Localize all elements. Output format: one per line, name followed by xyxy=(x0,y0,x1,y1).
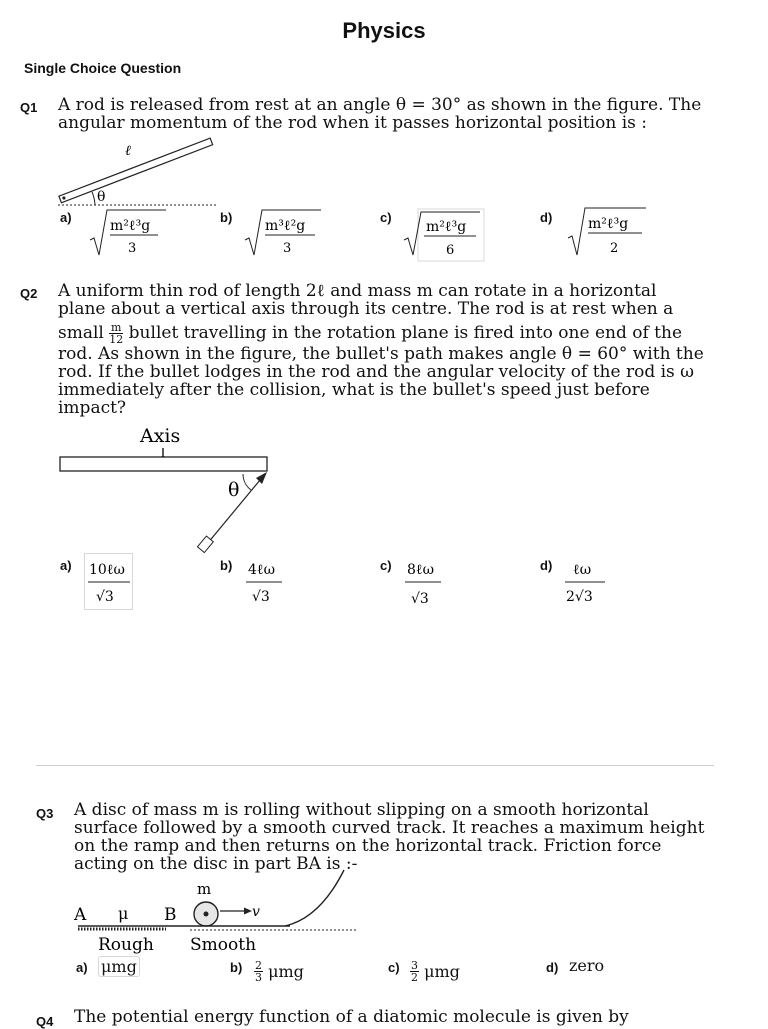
page-title: Physics xyxy=(342,18,426,43)
q3-point-b: B xyxy=(164,905,177,925)
svg-text:10ℓω: 10ℓω xyxy=(89,562,125,578)
svg-text:m³ℓ²g: m³ℓ²g xyxy=(265,218,306,234)
q3-curved-ramp xyxy=(285,870,344,926)
svg-text:8ℓω: 8ℓω xyxy=(407,562,435,578)
q2-angle-label: θ xyxy=(228,479,240,501)
question-number-2: Q2 xyxy=(20,286,38,301)
q3-option-a-label: a) xyxy=(76,960,88,975)
q3-option-a-value[interactable]: μmg xyxy=(98,956,140,977)
q1-angle-arc xyxy=(92,192,95,205)
q2-option-a-formula[interactable] xyxy=(84,553,134,611)
question-3-line: acting on the disc in part BA is :- xyxy=(74,854,358,874)
question-3-text xyxy=(74,801,704,873)
question-2-line: A uniform thin rod of length 2ℓ and mass m can rotate in a horizontal xyxy=(58,281,657,301)
question-4-text: The potential energy function of a diatomic molecule is given by xyxy=(74,1007,629,1027)
question-1-line: A rod is released from rest at an angle θ = 30° as shown in the figure. The xyxy=(58,95,702,115)
svg-text:6: 6 xyxy=(446,243,455,258)
q2-angle-arc xyxy=(243,474,251,490)
q2-option-b-label: b) xyxy=(220,558,233,573)
q3-option-c-value[interactable]: $\frac{3}{2}$ μmg xyxy=(411,959,460,984)
q2-rod-figure xyxy=(55,420,275,555)
section-heading: Single Choice Question xyxy=(24,60,182,76)
q1-rod xyxy=(59,138,213,203)
q1-option-d-label: d) xyxy=(540,210,553,225)
svg-text:√3: √3 xyxy=(411,591,429,607)
question-number-3: Q3 xyxy=(36,806,54,821)
q1-angle-label: θ xyxy=(97,189,106,205)
svg-text:√3: √3 xyxy=(96,589,114,605)
q3-option-c-label: c) xyxy=(388,960,400,975)
question-3-line: on the ramp and then returns on the horizontal track. Friction force xyxy=(74,836,662,856)
q1-option-b-label: b) xyxy=(220,210,233,225)
question-number-1: Q1 xyxy=(20,100,38,115)
svg-text:4ℓω: 4ℓω xyxy=(248,562,276,578)
question-1-text xyxy=(58,96,701,132)
q3-velocity-label: v xyxy=(252,904,260,920)
q1-option-c-label: c) xyxy=(380,210,392,225)
q3-mu-label: μ xyxy=(118,904,129,923)
svg-text:m²ℓ³g: m²ℓ³g xyxy=(588,216,629,232)
q1-option-a-label: a) xyxy=(60,210,72,225)
question-number-4: Q4 xyxy=(36,1014,54,1029)
svg-text:ℓω: ℓω xyxy=(573,562,592,578)
q2-axis-label: Axis xyxy=(140,425,181,447)
question-divider xyxy=(36,765,714,766)
q1-rod-figure xyxy=(55,135,225,213)
q1-option-c-formula[interactable] xyxy=(402,208,486,262)
svg-text:3: 3 xyxy=(128,241,137,256)
svg-text:√3: √3 xyxy=(252,589,270,605)
q1-option-a-formula[interactable] xyxy=(88,208,168,258)
q2-option-b-formula[interactable] xyxy=(246,553,286,611)
svg-text:2: 2 xyxy=(610,241,619,256)
q3-smooth-label: Smooth xyxy=(190,935,257,955)
q1-option-b-formula[interactable] xyxy=(243,208,323,258)
q3-point-a: A xyxy=(74,905,87,925)
question-2-line: impact? xyxy=(58,398,127,418)
q1-option-d-formula[interactable] xyxy=(566,206,648,260)
question-2-line: plane about a vertical axis through its centre. The rod is at rest when a xyxy=(58,299,674,319)
q2-option-a-label: a) xyxy=(60,558,72,573)
svg-text:m²ℓ³g: m²ℓ³g xyxy=(426,219,467,235)
q2-option-c-label: c) xyxy=(380,558,392,573)
question-1-line: angular momentum of the rod when it passes horizontal position is : xyxy=(58,113,647,133)
question-2-line: rod. If the bullet lodges in the rod and the angular velocity of the rod is ω xyxy=(58,362,695,382)
svg-text:2√3: 2√3 xyxy=(566,589,593,605)
q3-track-figure xyxy=(70,868,360,960)
q2-option-d-formula[interactable] xyxy=(563,553,609,611)
q3-option-d-value[interactable]: zero xyxy=(569,956,605,975)
q3-option-b-value[interactable]: $\frac{2}{3}$ μmg xyxy=(255,959,304,984)
question-3-line: surface followed by a smooth curved track. It reaches a maximum height xyxy=(74,818,705,838)
question-2-text xyxy=(58,282,704,417)
q1-length-label: ℓ xyxy=(125,143,131,159)
q3-option-d-label: d) xyxy=(546,960,559,975)
svg-text:m²ℓ³g: m²ℓ³g xyxy=(110,218,151,234)
question-2-line: immediately after the collision, what is the bullet's speed just before xyxy=(58,380,650,400)
q2-option-c-formula[interactable] xyxy=(405,553,445,611)
svg-text:3: 3 xyxy=(283,241,292,256)
question-2-line-fraction: small $\frac{m}{12}$ bullet travelling in the rotation plane is fired into one end of the xyxy=(58,321,683,346)
q3-rough-label: Rough xyxy=(98,935,154,955)
q2-option-d-label: d) xyxy=(540,558,553,573)
q3-mass-label: m xyxy=(197,880,212,898)
question-2-line: rod. As shown in the figure, the bullet's path makes angle θ = 60° with the xyxy=(58,344,704,364)
q2-rod xyxy=(60,457,267,471)
q3-option-b-label: b) xyxy=(230,960,243,975)
bullet-mass-fraction: $\frac{m}{12}$ xyxy=(109,321,124,346)
question-3-line: A disc of mass m is rolling without slipping on a smooth horizontal xyxy=(74,800,649,820)
